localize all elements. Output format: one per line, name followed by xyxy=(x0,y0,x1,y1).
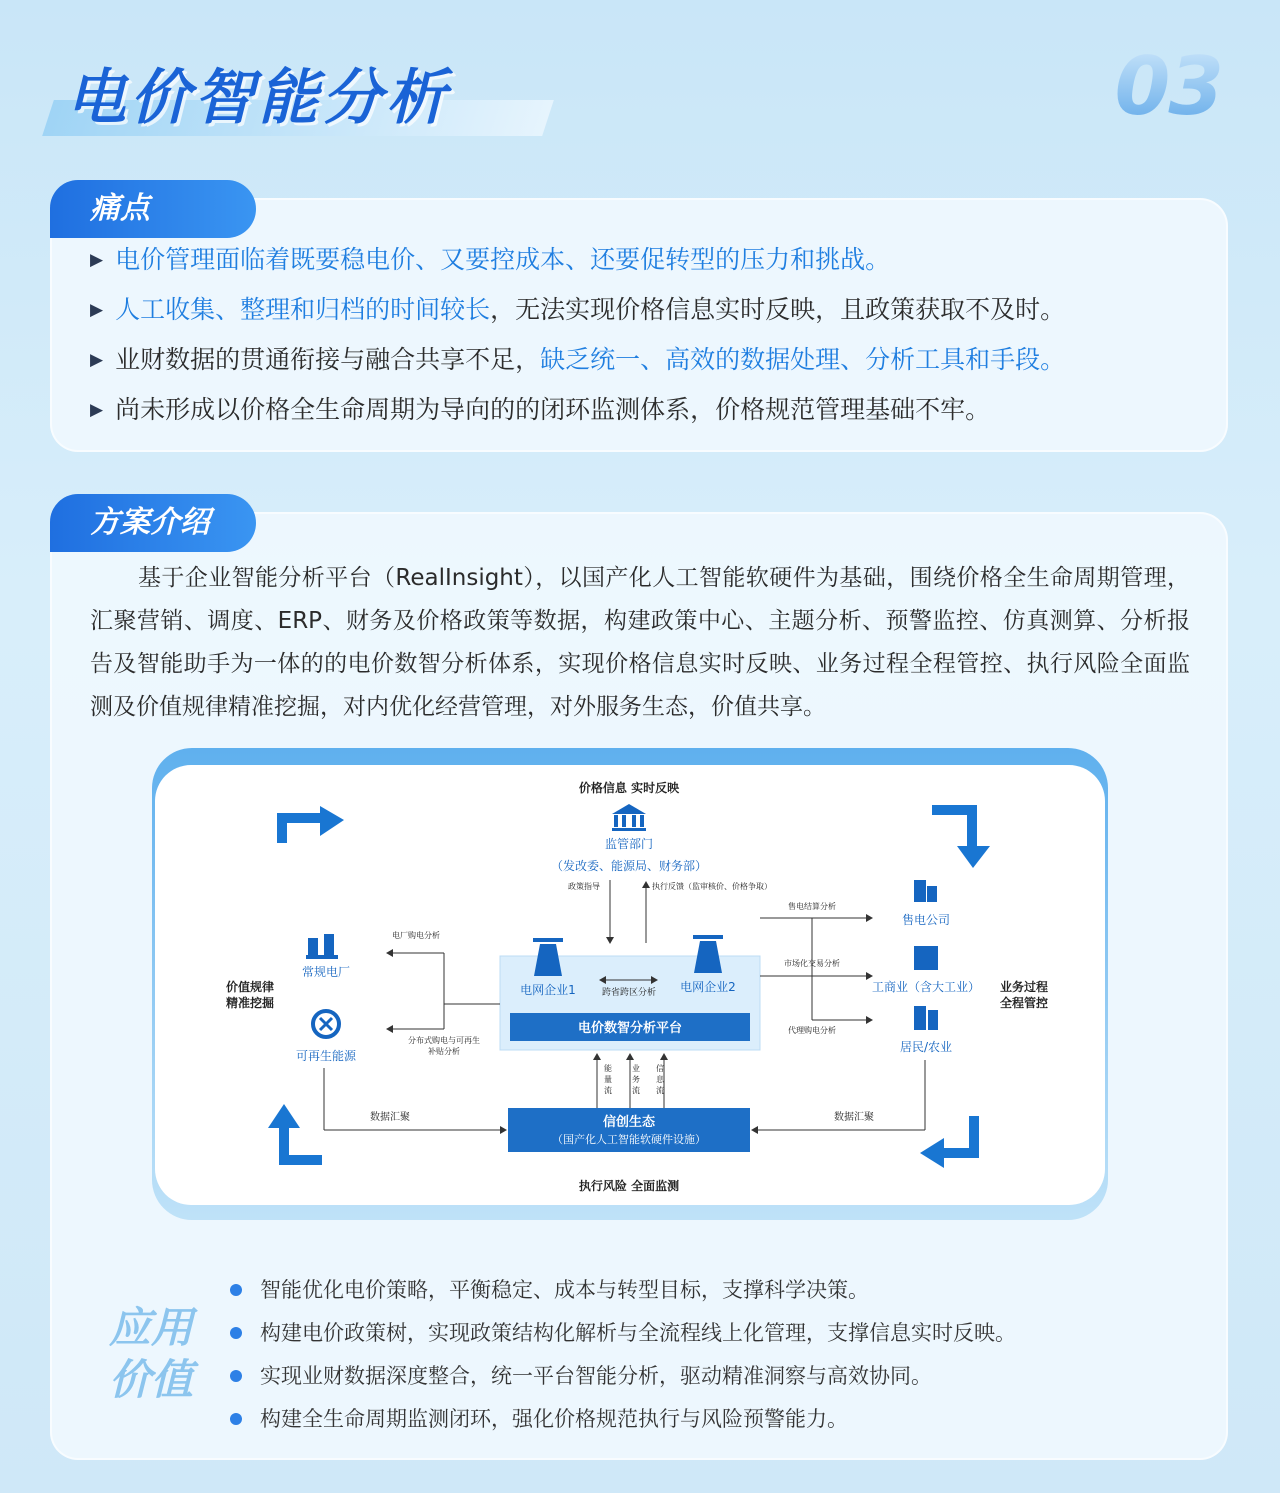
bullet-dot-icon xyxy=(230,1327,242,1339)
highlight-text: 电价管理面临着既要稳电价、又要控成本、还要促转型的压力和挑战。 xyxy=(115,245,891,274)
residential-icon xyxy=(914,1006,938,1030)
solution-tab: 方案介绍 xyxy=(50,494,256,552)
list-item xyxy=(230,1354,1190,1397)
plain-text: 尚未形成以价格全生命周期为导向的的闭环监测体系，价格规范管理基础不牢。 xyxy=(115,395,991,424)
dist-purchase-label-2: 补贴分析 xyxy=(428,1047,460,1056)
triangle-bullet-icon: ▶ xyxy=(90,350,104,370)
corner-arrow-bottom-right-head-icon xyxy=(920,1138,944,1168)
list-item xyxy=(230,1397,1190,1440)
corner-arrow-bottom-left-icon xyxy=(284,1126,322,1160)
xinchuang-label: 信创生态 xyxy=(602,1115,656,1130)
solution-intro: 基于企业智能分析平台（RealInsight），以国产化人工智能软硬件为基础，围绕价格全生命周期管理，汇聚营销、调度、ERP、财务及价格政策等数据，构建政策中心、主题分析、预警监控、仿真测算、分析报告及智能助手为一体的的电价数智分析体系，实现价格信息实时反映、业务过程全程管控、执行风险全面监测及价值规律精准挖掘，对内优化经营管理，对外服务生态，价值共享。 xyxy=(90,565,1190,720)
list-item xyxy=(90,388,1210,438)
sales-settle-label: 售电结算分析 xyxy=(788,902,836,911)
corner-arrow-bottom-left-head-icon xyxy=(268,1104,300,1128)
value-text: 构建全生命周期监测闭环，强化价格规范执行与风险预警能力。 xyxy=(260,1406,848,1431)
platform-label: 电价数智分析平台 xyxy=(577,1021,683,1036)
plant-label: 常规电厂 xyxy=(301,965,351,979)
cross-region-label: 跨省跨区分析 xyxy=(601,988,657,998)
app-value-list xyxy=(230,1268,1190,1440)
app-value-label xyxy=(96,1302,206,1406)
top-title: 价格信息 实时反映 xyxy=(578,781,680,795)
bullet-dot-icon xyxy=(230,1413,242,1425)
flow-business-2: 务 xyxy=(632,1075,640,1084)
right-title-1: 业务过程 xyxy=(999,980,1049,994)
flow-business-3: 流 xyxy=(632,1086,640,1095)
data-gather-right-label: 数据汇聚 xyxy=(834,1112,874,1123)
bullet-dot-icon xyxy=(230,1284,242,1296)
bottom-title: 执行风险 全面监测 xyxy=(578,1179,680,1193)
list-item xyxy=(90,288,1210,338)
bullet-dot-icon xyxy=(230,1370,242,1382)
left-title-2: 精准挖掘 xyxy=(225,996,275,1010)
policy-guide-label: 政策指导 xyxy=(568,882,600,891)
exec-feedback-label: 执行反馈（监审核价、价格争取） xyxy=(652,882,772,891)
industry-label: 工商业（含大工业） xyxy=(871,980,981,994)
pain-points-tab: 痛点 xyxy=(50,180,256,238)
price-analysis-diagram xyxy=(152,748,1108,1220)
plain-text: ，无法实现价格信息实时反映，且政策获取不及时。 xyxy=(490,295,1066,324)
flow-info-2: 息 xyxy=(656,1075,664,1084)
triangle-bullet-icon: ▶ xyxy=(90,250,104,270)
page-title: 电价智能分析 xyxy=(66,63,450,133)
value-text: 智能优化电价策略，平衡稳定、成本与转型目标，支撑科学决策。 xyxy=(260,1277,869,1302)
renewable-label: 可再生能源 xyxy=(295,1049,357,1063)
corner-arrow-top-right-head-icon xyxy=(957,846,990,868)
flow-energy-1: 能 xyxy=(604,1064,612,1073)
flow-info-3: 流 xyxy=(656,1086,664,1095)
factory-icon xyxy=(914,946,938,970)
regulator-label: 监管部门 xyxy=(604,837,654,851)
triangle-bullet-icon: ▶ xyxy=(90,400,104,420)
corner-arrow-bottom-right-icon xyxy=(942,1116,974,1153)
data-gather-left-label: 数据汇聚 xyxy=(370,1112,410,1123)
power-tower-icon xyxy=(693,935,723,973)
list-item xyxy=(90,238,1210,288)
value-text: 构建电价政策树，实现政策结构化解析与全流程线上化管理，支撑信息实时反映。 xyxy=(260,1320,1016,1345)
xinchuang-sub: （国产化人工智能软硬件设施） xyxy=(552,1133,706,1146)
bank-icon xyxy=(612,804,646,831)
market-trade-label: 市场化交易分析 xyxy=(784,959,840,968)
renewable-icon xyxy=(313,1011,339,1037)
app-value-label-1: 应用 xyxy=(108,1303,193,1352)
page-number: 03 xyxy=(1114,40,1222,133)
app-value-label-2: 价值 xyxy=(108,1355,193,1404)
building-icon xyxy=(914,880,937,902)
list-item xyxy=(230,1268,1190,1311)
flow-business-1: 业 xyxy=(632,1064,640,1073)
pain-points-list xyxy=(90,238,1210,438)
left-title-1: 价值规律 xyxy=(225,980,275,994)
residential-label: 居民/农业 xyxy=(899,1040,953,1054)
regulator-sub: （发改委、能源局、财务部） xyxy=(550,859,708,873)
list-item xyxy=(230,1311,1190,1354)
flow-energy-3: 流 xyxy=(604,1086,612,1095)
plant-purchase-label: 电厂购电分析 xyxy=(392,931,440,940)
corner-arrow-top-left-head-icon xyxy=(320,806,344,836)
power-plant-icon xyxy=(306,934,338,959)
sales-company-label: 售电公司 xyxy=(901,913,951,927)
right-title-2: 全程管控 xyxy=(999,996,1049,1010)
flow-energy-2: 量 xyxy=(604,1075,612,1084)
highlight-text: 人工收集、整理和归档的时间较长 xyxy=(115,295,491,324)
flow-info-1: 信 xyxy=(656,1064,664,1073)
list-item xyxy=(90,338,1210,388)
grid-company-1: 电网企业1 xyxy=(520,983,576,997)
corner-arrow-top-left-icon xyxy=(282,818,322,843)
highlight-text: 缺乏统一、高效的数据处理、分析工具和手段。 xyxy=(540,345,1066,374)
dist-purchase-label-1: 分布式购电与可再生 xyxy=(408,1036,480,1045)
plain-text: 业财数据的贯通衔接与融合共享不足， xyxy=(115,345,541,374)
triangle-bullet-icon: ▶ xyxy=(90,300,104,320)
agent-purchase-label: 代理购电分析 xyxy=(788,1026,836,1035)
grid-company-2: 电网企业2 xyxy=(680,980,736,994)
corner-arrow-top-right-icon xyxy=(932,810,972,848)
value-text: 实现业财数据深度整合，统一平台智能分析，驱动精准洞察与高效协同。 xyxy=(260,1363,932,1388)
